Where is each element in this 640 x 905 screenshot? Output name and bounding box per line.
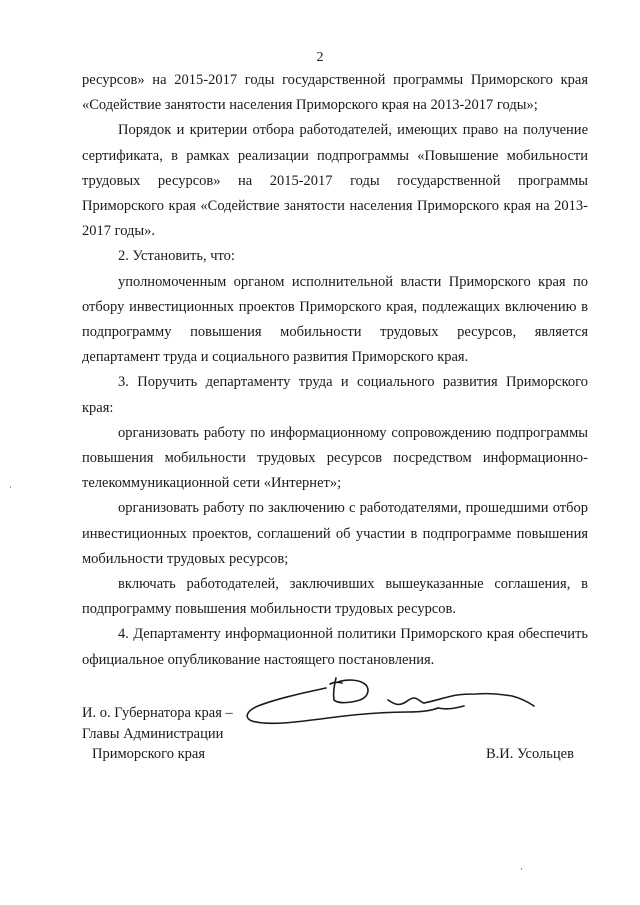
signatory-position: [82, 703, 233, 765]
scan-speck: [10, 486, 11, 488]
scan-speck: [521, 868, 522, 870]
page-number: 2: [316, 50, 324, 65]
paragraph-3: 2. Установить, что:: [118, 248, 235, 265]
signatory-position-line-2: Главы Администрации: [82, 725, 224, 742]
signatory-position-line-1: И. о. Губернатора края –: [82, 705, 233, 721]
handwritten-signature: [238, 668, 538, 738]
paragraph-2: Порядок и критерии отбора работодателей, имеющих право на получение сертификата, в рамках реализации подпрограммы «Повышение мобильности трудовых ресурсов» на 2015-2017 годы государственной программы Приморского края «Содействие занятости населения Приморского края на 2013-2017 годы».: [82, 122, 588, 240]
signatory-position-line-3: Приморского края: [92, 746, 206, 762]
paragraph-8: включать работодателей, заключивших вышеуказанные соглашения, в подпрограмму повышения мобильности трудовых ресурсов.: [82, 576, 588, 618]
paragraph-4: уполномоченным органом исполнительной власти Приморского края по отбору инвестиционных проектов Приморского края, подлежащих включению в подпрограмму повышения мобильности трудовых ресурсов, является департамент труда и социального развития Приморского края.: [82, 273, 588, 366]
document-body: [82, 68, 588, 673]
paragraph-7: организовать работу по заключению с работодателями, прошедшими отбор инвестиционных проектов, соглашений об участии в подпрограмме повышения мобильности трудовых ресурсов;: [82, 500, 588, 567]
paragraph-9: 4. Департаменту информационной политики Приморского края обеспечить официальное опубликование настоящего постановления.: [82, 626, 588, 668]
signatory-name: В.И. Усольцев: [486, 746, 574, 762]
paragraph-5: 3. Поручить департаменту труда и социального развития Приморского края:: [82, 374, 588, 416]
paragraph-6: организовать работу по информационному сопровождению подпрограммы повышения мобильности трудовых ресурсов посредством информационно-телекоммуникационной сети «Интернет»;: [82, 424, 588, 492]
paragraph-1: ресурсов» на 2015-2017 годы государственной программы Приморского края «Содействие занятости населения Приморского края на 2013-2017 годы»;: [82, 72, 588, 114]
